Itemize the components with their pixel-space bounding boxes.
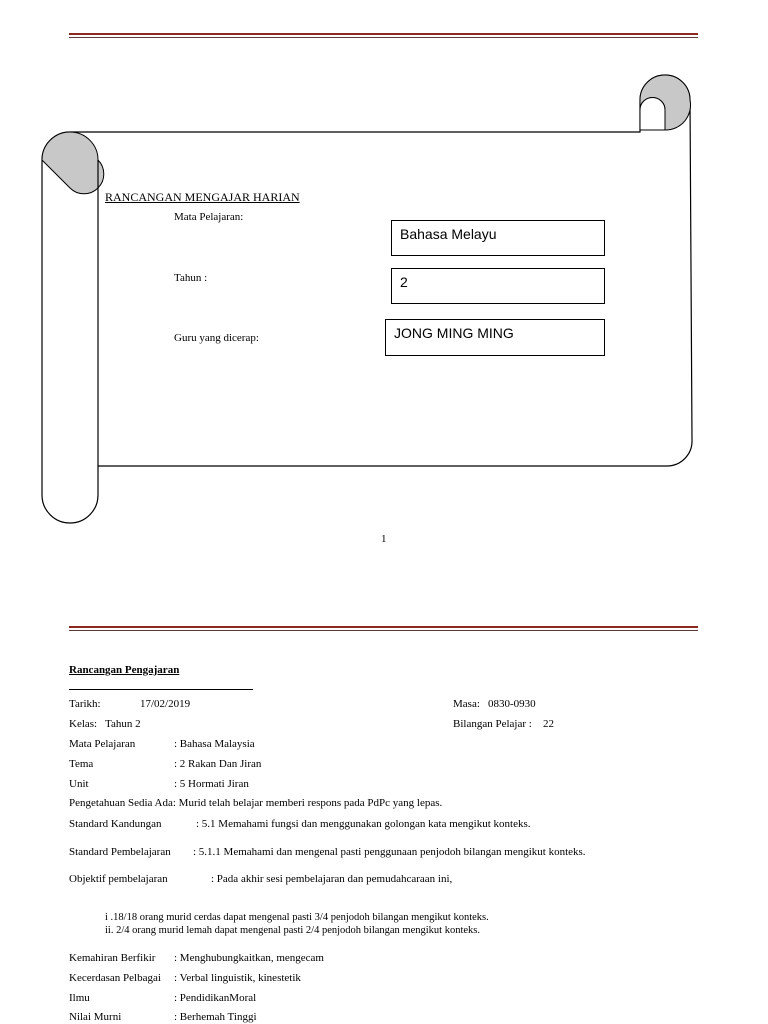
time-value: 0830-0930 bbox=[488, 698, 536, 710]
values-label: Nilai Murni bbox=[69, 1011, 122, 1023]
content-standard-label: Standard Kandungan bbox=[69, 818, 162, 830]
objective-item: ii. 2/4 orang murid lemah dapat mengenal pasti 2/4 penjodoh bilangan mengikut konteks. bbox=[105, 925, 481, 936]
objective-value: : Pada akhir sesi pembelajaran dan pemudahcaraan ini, bbox=[211, 873, 453, 885]
learning-standard-value: : 5.1.1 Memahami dan mengenal pasti penggunaan penjodoh bilangan mengikut konteks. bbox=[193, 846, 586, 858]
thinking-skill-value: : Menghubungkaitkan, mengecam bbox=[174, 952, 324, 964]
objective-label: Objektif pembelajaran bbox=[69, 873, 168, 885]
date-value: 17/02/2019 bbox=[140, 698, 191, 710]
class-value: Tahun 2 bbox=[105, 718, 141, 730]
prior-knowledge: Pengetahuan Sedia Ada: Murid telah belajar memberi respons pada PdPc yang lepas. bbox=[69, 797, 443, 809]
students-value: 22 bbox=[543, 718, 554, 730]
class-label: Kelas: bbox=[69, 718, 98, 730]
time-label: Masa: bbox=[453, 698, 480, 710]
values-value: : Berhemah Tinggi bbox=[174, 1011, 257, 1023]
year-value: 2 bbox=[400, 274, 408, 290]
learning-standard-label: Standard Pembelajaran bbox=[69, 846, 171, 858]
unit-row-label: Unit bbox=[69, 778, 89, 790]
subject-value: Bahasa Melayu bbox=[400, 226, 497, 242]
unit-row-value: : 5 Hormati Jiran bbox=[174, 778, 249, 790]
intelligence-value: : Verbal linguistik, kinestetik bbox=[174, 972, 301, 984]
theme-row-value: : 2 Rakan Dan Jiran bbox=[174, 758, 262, 770]
content-standard-value: : 5.1 Memahami fungsi dan menggunakan golongan kata mengikut konteks. bbox=[196, 818, 531, 830]
subject-row-label: Mata Pelajaran bbox=[69, 738, 136, 750]
thinking-skill-label: Kemahiran Berfikir bbox=[69, 952, 156, 964]
page-number: 1 bbox=[381, 533, 387, 545]
intelligence-label: Kecerdasan Pelbagai bbox=[69, 972, 161, 984]
theme-row-label: Tema bbox=[69, 758, 94, 770]
teacher-value: JONG MING MING bbox=[394, 325, 514, 341]
subject-field bbox=[391, 220, 605, 256]
plan-title: RANCANGAN MENGAJAR HARIAN bbox=[105, 190, 300, 204]
heading-underline bbox=[69, 689, 253, 690]
teacher-field bbox=[385, 319, 605, 356]
knowledge-value: : PendidikanMoral bbox=[174, 992, 257, 1004]
objective-item: i .18/18 orang murid cerdas dapat mengenal pasti 3/4 penjodoh bilangan mengikut konteks. bbox=[105, 912, 489, 923]
subject-label: Mata Pelajaran: bbox=[174, 211, 244, 223]
date-label: Tarikh: bbox=[69, 698, 101, 710]
page2-header-rule-thin bbox=[69, 630, 698, 631]
year-label: Tahun : bbox=[174, 272, 208, 284]
year-field bbox=[391, 268, 605, 304]
section-heading: Rancangan Pengajaran bbox=[69, 664, 180, 676]
subject-row-value: : Bahasa Malaysia bbox=[174, 738, 255, 750]
students-label: Bilangan Pelajar : bbox=[453, 718, 532, 730]
page2-header-rule bbox=[69, 626, 698, 628]
teacher-label: Guru yang dicerap: bbox=[174, 332, 259, 344]
knowledge-label: Ilmu bbox=[69, 992, 90, 1004]
